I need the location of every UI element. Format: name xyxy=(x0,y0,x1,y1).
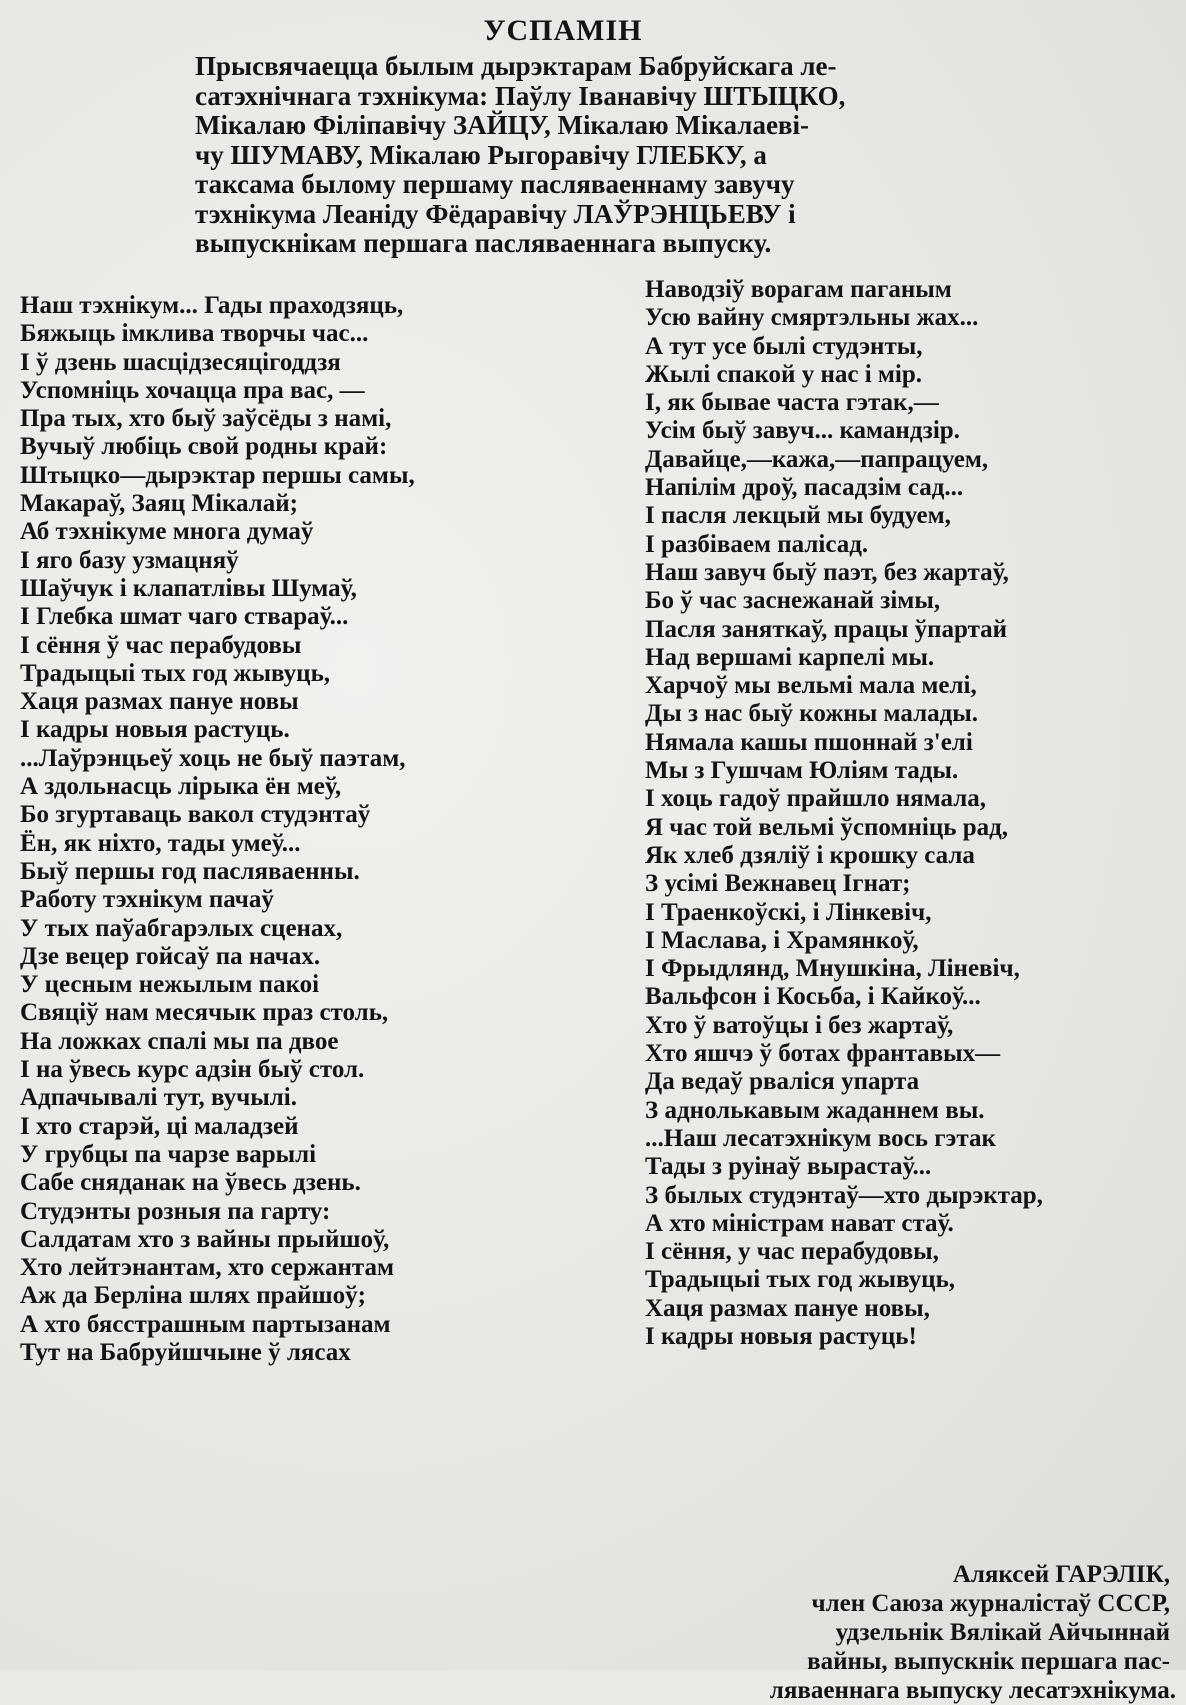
poem-line: І Глебка шмат чаго ствараў... xyxy=(20,603,349,631)
poem-line: А здольнасць лірыка ён меў, xyxy=(20,773,342,801)
poem-line: Пасля заняткаў, працы ўпартай xyxy=(645,615,1008,643)
poem-line: Наводзіў ворагам паганым xyxy=(645,276,952,303)
author-credential: член Саюза журналістаў СССР, xyxy=(811,1590,1170,1617)
poem-line: ...Наш лесатэхнікум вось гэтак xyxy=(645,1124,996,1152)
poem-line: Я час той вельмі ўспомніць рад, xyxy=(645,813,1009,841)
poem-line: У тых паўабгарэлых сценах, xyxy=(20,914,343,942)
poem-line: Да ведаў рваліся упарта xyxy=(645,1068,920,1096)
author-credential: удзельнік Вялікай Айчыннай xyxy=(835,1619,1170,1646)
poem-line: І яго базу узмацняў xyxy=(20,546,239,574)
poem-line: Пра тых, хто быў заўсёды з намі, xyxy=(20,405,392,433)
author-name: Аляксей ГАРЭЛІК, xyxy=(952,1561,1170,1588)
dedication xyxy=(195,52,995,259)
author-credential: ляваеннага выпуску лесатэхнікума. xyxy=(769,1677,1176,1704)
poem-line: Мы з Гушчам Юліям тады. xyxy=(645,757,959,785)
poem-line: Ды з нас быў кожны малады. xyxy=(645,700,979,728)
poem-line: Вучыў любіць свой родны край: xyxy=(20,433,388,461)
dedication-line: сатэхнічнага тэхнікума: Паўлу Іванавічу ШТЫЦКО, xyxy=(195,80,846,111)
poem-line: У цесным нежылым пакоі xyxy=(20,971,320,999)
poem-line: Макараў, Заяц Мікалай; xyxy=(20,490,298,518)
poem-line: І Траенкоўскі, і Лінкевіч, xyxy=(645,898,932,926)
poem-line: Вальфсон і Косьба, і Кайкоў... xyxy=(645,983,981,1011)
poem-line: Дзе вецер гойсаў па начах. xyxy=(20,942,321,970)
poem-line: Тут на Бабруйшчыне ў лясах xyxy=(20,1338,351,1366)
poem-line: І кадры новыя растуць! xyxy=(645,1322,917,1350)
poem-line: Хаця размах пануе новы, xyxy=(645,1294,930,1322)
poem-line: Штыцко—дырэктар першы самы, xyxy=(20,461,415,489)
poem-line: Жылі спакой у нас і мір. xyxy=(645,360,923,388)
poem-title: УСПАМІН xyxy=(483,14,643,47)
poem-line: А хто бясстрашным партызанам xyxy=(20,1310,391,1338)
poem-line: У грубцы па чарзе варылі xyxy=(20,1140,317,1168)
poem-line: І Фрыдлянд, Мнушкіна, Лiневіч, xyxy=(645,955,1020,983)
poem-line: І хто старэй, ці маладзей xyxy=(20,1112,299,1140)
poem-line: Адпачывалі тут, вучылі. xyxy=(20,1084,298,1112)
poem-line: Хто яшчэ ў ботах франтавых— xyxy=(645,1040,1001,1068)
poem-line: На ложках спалі мы па двое xyxy=(20,1027,339,1055)
poem-line: Студэнты розныя па гарту: xyxy=(20,1197,331,1225)
poem-line: Давайце,—кажа,—папрацуем, xyxy=(645,445,989,473)
poem-line: Салдатам хто з вайны прыйшоў, xyxy=(20,1225,390,1253)
poem-line: І, як бывае часта гэтак,— xyxy=(645,389,939,417)
dedication-line: чу ШУМАВУ, Мікалаю Рыгоравічу ГЛЕБКУ, а xyxy=(195,139,767,170)
poem-line: ...Лаўрэнцьеў хоць не быў паэтам, xyxy=(20,744,406,772)
poem-line: І разбіваем палісад. xyxy=(645,530,869,558)
poem-line: З усімі Вежнавец Ігнат; xyxy=(645,870,911,898)
dedication-line: тэхнікума Леаніду Фёдаравічу ЛАЎРЭНЦЬЕВУ і xyxy=(195,198,796,229)
poem-line: З былых студэнтаў—хто дырэктар, xyxy=(645,1181,1043,1209)
poem-line: Над вершамі карпелі мы. xyxy=(645,643,935,671)
poem-line: Свяціў нам месячык праз столь, xyxy=(20,999,389,1027)
poem-line: Бо згуртаваць вакол студэнтаў xyxy=(20,801,371,829)
poem-line: Хто ў ватоўцы і без жартаў, xyxy=(645,1011,954,1039)
poem-line: Хто лейтэнантам, хто сержантам xyxy=(20,1254,395,1282)
dedication-line: Прысвячаецца былым дырэктарам Бабруйскага ле- xyxy=(195,51,837,81)
poem-line: І на ўвесь курс адзін быў стол. xyxy=(20,1056,365,1084)
poem-line: І Маслава, і Храмянкоў, xyxy=(645,926,919,954)
dedication-line: выпускнікам першага пасляваеннага выпуску. xyxy=(195,228,772,258)
poem-line: І ў дзень шасцідзесяцігоддзя xyxy=(20,348,341,376)
poem-line: Усім быў завуч... камандзір. xyxy=(645,417,960,445)
poem-line: Традыцыі тых год жывуць, xyxy=(645,1266,956,1294)
poem-line: Ён, як ніхто, тады умеў... xyxy=(20,829,301,857)
poem-line: Аб тэхнікуме многа думаў xyxy=(20,518,314,546)
dedication-line: Мікалаю Філіпавічу ЗАЙЦУ, Мікалаю Мікалаеві- xyxy=(195,110,809,140)
poem-column-left xyxy=(20,292,580,1367)
poem-line: Як хлеб дзяліў і крошку сала xyxy=(645,841,975,869)
poem-line: І сёння ў час перабудовы xyxy=(20,631,302,659)
poem-line: І кадры новыя растуць. xyxy=(20,716,290,744)
dedication-line: таксама былому першаму пасляваеннаму завучу xyxy=(195,169,795,199)
poem-line: Наш завуч быў паэт, без жартаў, xyxy=(645,558,1009,586)
poem-line: А хто міністрам нават стаў. xyxy=(645,1209,954,1237)
poem-line: Напілім дроў, пасадзім сад... xyxy=(645,474,964,502)
author-signature xyxy=(616,1560,1176,1705)
poem-line: І пасля лекцый мы будуем, xyxy=(645,502,951,530)
poem-column-right xyxy=(645,276,1185,1351)
poem-line: Харчоў мы вельмі мала мелі, xyxy=(645,672,977,700)
poem-line: Работу тэхнікум пачаў xyxy=(20,886,274,914)
poem-line: Бо ў час заснежанай зімы, xyxy=(645,587,941,615)
poem-line: Хаця размах пануе новы xyxy=(20,688,299,716)
poem-line: Аж да Берліна шлях прайшоў; xyxy=(20,1282,366,1310)
poem-line: Успомніць хочацца пра вас, — xyxy=(20,376,365,404)
poem-line: Бяжыць імклива творчы час... xyxy=(20,320,369,348)
author-credential: вайны, выпускнік першага пас- xyxy=(807,1648,1170,1675)
poem-line: Шаўчук і клапатлівы Шумаў, xyxy=(20,574,357,602)
poem-line: Наш тэхнікум... Гады праходзяць, xyxy=(20,292,404,319)
poem-line: З аднолькавым жаданнем вы. xyxy=(645,1096,985,1124)
poem-line: А тут усе былі студэнты, xyxy=(645,332,923,360)
poem-line: І сёння, у час перабудовы, xyxy=(645,1238,939,1266)
poem-line: І хоць гадоў прайшло нямала, xyxy=(645,785,987,813)
poem-line: Нямала кашы пшоннай з'елі xyxy=(645,728,973,756)
poem-line: Усю вайну смяртэльны жах... xyxy=(645,304,979,332)
poem-line: Быў першы год пасляваенны. xyxy=(20,857,360,885)
poem-line: Сабе сняданак на ўвесь дзень. xyxy=(20,1169,361,1197)
poem-line: Традыцыі тых год жывуць, xyxy=(20,659,331,687)
poem-line: Тады з руінаў вырастаў... xyxy=(645,1153,932,1181)
